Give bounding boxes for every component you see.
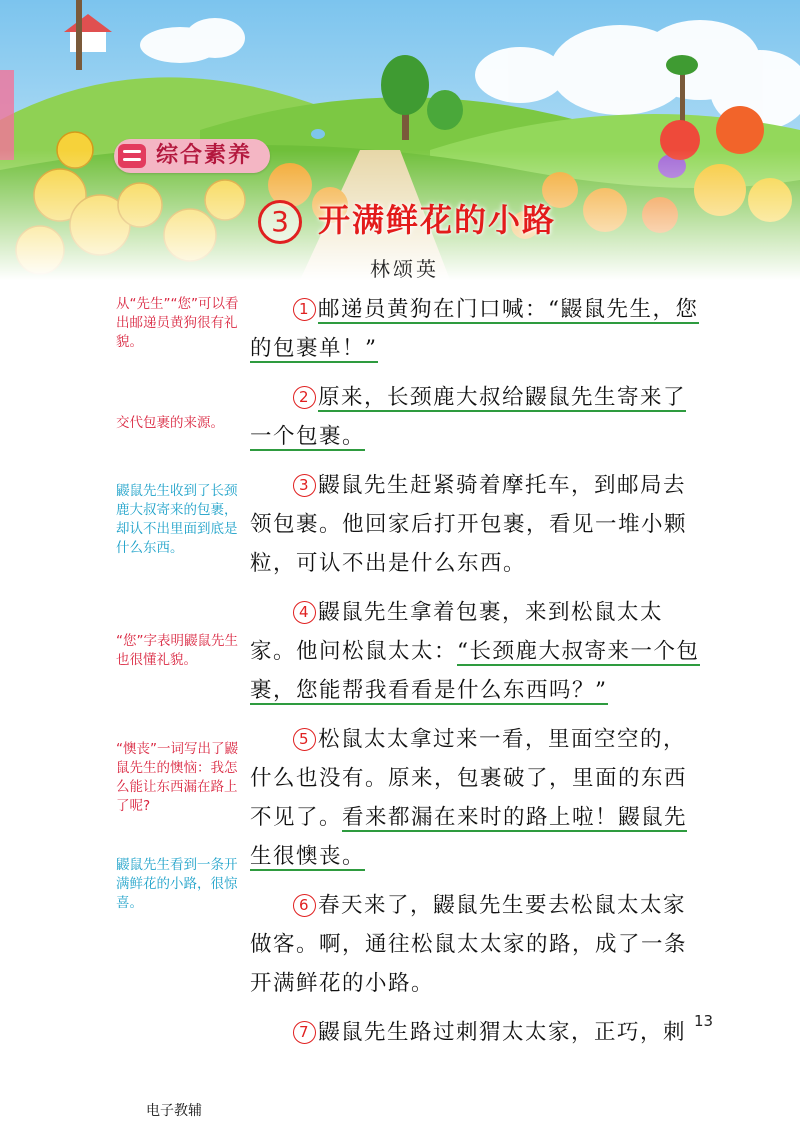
underlined-text: “长颈鹿大叔寄来一个包裹，您能帮我看看是什么东西吗？”: [250, 639, 700, 703]
paragraph-text: 鼹鼠先生路过刺猬太太家，正巧，刺: [318, 1020, 687, 1045]
paragraph-number: 7: [293, 1021, 316, 1044]
paragraph-text: 鼹鼠先生拿着包裹，来到松鼠太太家。他问松鼠太太：: [250, 600, 664, 664]
paragraph-text: 春天来了，鼹鼠先生要去松鼠太太家做客。啊，通往松鼠太太家的路，成了一条开满鲜花的小路。: [250, 893, 688, 996]
paragraph: [250, 886, 700, 1003]
paragraph-number: 3: [293, 474, 316, 497]
side-note: 鼹鼠先生收到了长颈鹿大叔寄来的包裹，却认不出里面到底是什么东西。: [116, 483, 238, 556]
paragraph-number: 5: [293, 728, 316, 751]
side-note: “您”字表明鼹鼠先生也很懂礼貌。: [116, 633, 238, 668]
underlined-text: 看来都漏在来时的路上啦！鼹鼠先生很懊丧。: [250, 805, 688, 869]
paragraph: [250, 378, 700, 456]
page-number: 13: [694, 1012, 714, 1030]
article-body: [250, 290, 700, 1062]
paragraph: [250, 720, 700, 876]
underlined-text: 原来，长颈鹿大叔给鼹鼠先生寄来了一个包裹。: [250, 385, 687, 449]
paragraph: [250, 1013, 700, 1052]
lesson-number: 3: [258, 200, 302, 244]
paragraph: [250, 466, 700, 583]
paragraph-number: 6: [293, 894, 316, 917]
section-tag-icon: [118, 144, 146, 168]
paragraph-number: 4: [293, 601, 316, 624]
author-name: 林颂英: [370, 257, 439, 281]
section-tag-label: 综合素养: [156, 143, 253, 168]
paragraph-number: 1: [293, 298, 316, 321]
paragraph-text: 鼹鼠先生赶紧骑着摩托车，到邮局去领包裹。他回家后打开包裹，看见一堆小颗粒，可认不出是什么东西。: [250, 473, 688, 576]
underlined-text: 邮递员黄狗在门口喊：“鼹鼠先生，您的包裹单！”: [250, 297, 699, 361]
side-note: 从“先生”“您”可以看出邮递员黄狗很有礼貌。: [116, 296, 239, 350]
side-note: 交代包裹的来源。: [116, 415, 224, 431]
paragraph: [250, 290, 700, 368]
side-note: “懊丧”一词写出了鼹鼠先生的懊恼：我怎么能让东西漏在路上了呢?: [116, 741, 238, 814]
side-note: 鼹鼠先生看到一条开满鲜花的小路，很惊喜。: [116, 857, 238, 911]
footer-text: 电子教辅: [146, 1103, 202, 1119]
lesson-title: 开满鲜花的小路: [318, 201, 557, 239]
paragraph-number: 2: [293, 386, 316, 409]
paragraph-text: 松鼠太太拿过来一看，里面空空的，什么也没有。原来，包裹破了，里面的东西不见了。: [250, 727, 688, 830]
paragraph: [250, 593, 700, 710]
